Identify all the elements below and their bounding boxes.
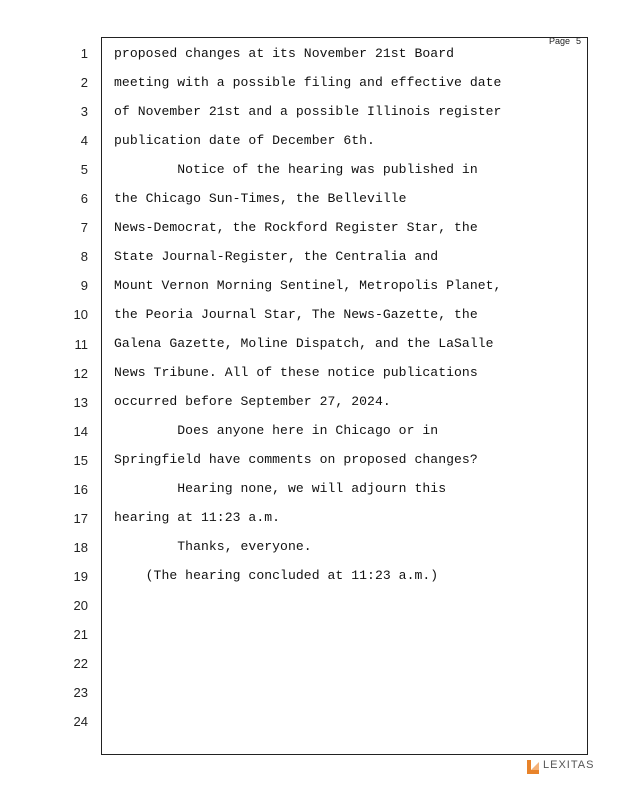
line-number: 9 (80, 278, 88, 294)
line-number: 8 (80, 249, 88, 265)
transcript-line-text: the Chicago Sun-Times, the Belleville (114, 190, 407, 206)
line-number: 21 (73, 627, 88, 642)
transcript-line-text: meeting with a possible filing and effective date (114, 74, 502, 90)
line-number: 20 (73, 597, 88, 613)
line-number: 19 (73, 568, 88, 584)
transcript-line-text: Does anyone here in Chicago or in (114, 423, 439, 439)
line-number: 13 (73, 394, 88, 410)
transcript-line-text: hearing at 11:23 a.m. (114, 510, 281, 526)
line-number: 1 (80, 46, 88, 61)
transcript-line-text: News Tribune. All of these notice publications (114, 365, 478, 381)
lexitas-logo (526, 757, 595, 777)
line-number: 7 (80, 220, 88, 236)
transcript-line-text: News-Democrat, the Rockford Register Star, the (114, 219, 478, 235)
line-number: 18 (73, 539, 88, 555)
line-number: 17 (73, 510, 88, 526)
line-number: 6 (80, 191, 88, 207)
transcript-line-text: Thanks, everyone. (114, 539, 312, 555)
transcript-line-text: the Peoria Journal Star, The News-Gazette, the (114, 306, 478, 322)
line-number: 2 (80, 75, 88, 91)
line-number: 5 (80, 162, 88, 178)
line-number: 24 (73, 714, 88, 730)
line-number: 11 (74, 336, 88, 352)
lexitas-logo-mark-icon (526, 759, 540, 775)
transcript-line-text: Springfield have comments on proposed changes? (114, 452, 478, 468)
lexitas-logo-text: LEXITAS (543, 759, 595, 771)
transcript-line-text: occurred before September 27, 2024. (114, 394, 391, 410)
page-number: 5 (576, 36, 582, 46)
transcript-line-text: of November 21st and a possible Illinois register (114, 103, 502, 119)
line-number: 15 (73, 452, 88, 468)
transcript-line-text: State Journal-Register, the Centralia and (114, 248, 439, 264)
transcript-line-text: proposed changes at its November 21st Board (114, 45, 455, 61)
transcript-line-text: Galena Gazette, Moline Dispatch, and the LaSalle (114, 336, 494, 351)
line-number: 22 (73, 656, 88, 672)
line-number: 12 (73, 365, 88, 381)
page-label-text: Page (549, 36, 571, 46)
line-number: 10 (73, 307, 88, 323)
transcript-line-text: (The hearing concluded at 11:23 a.m.) (114, 568, 439, 584)
transcript-line-text: Mount Vernon Morning Sentinel, Metropolis Planet, (114, 277, 502, 293)
line-number: 14 (73, 423, 88, 439)
transcript-line-text: Hearing none, we will adjourn this (114, 481, 447, 497)
line-number: 3 (80, 104, 88, 120)
transcript-line-text: Notice of the hearing was published in (114, 161, 478, 177)
line-number: 4 (80, 133, 88, 149)
transcript-line-text: publication date of December 6th. (114, 132, 375, 148)
line-number: 23 (73, 685, 88, 701)
line-number: 16 (73, 481, 88, 497)
